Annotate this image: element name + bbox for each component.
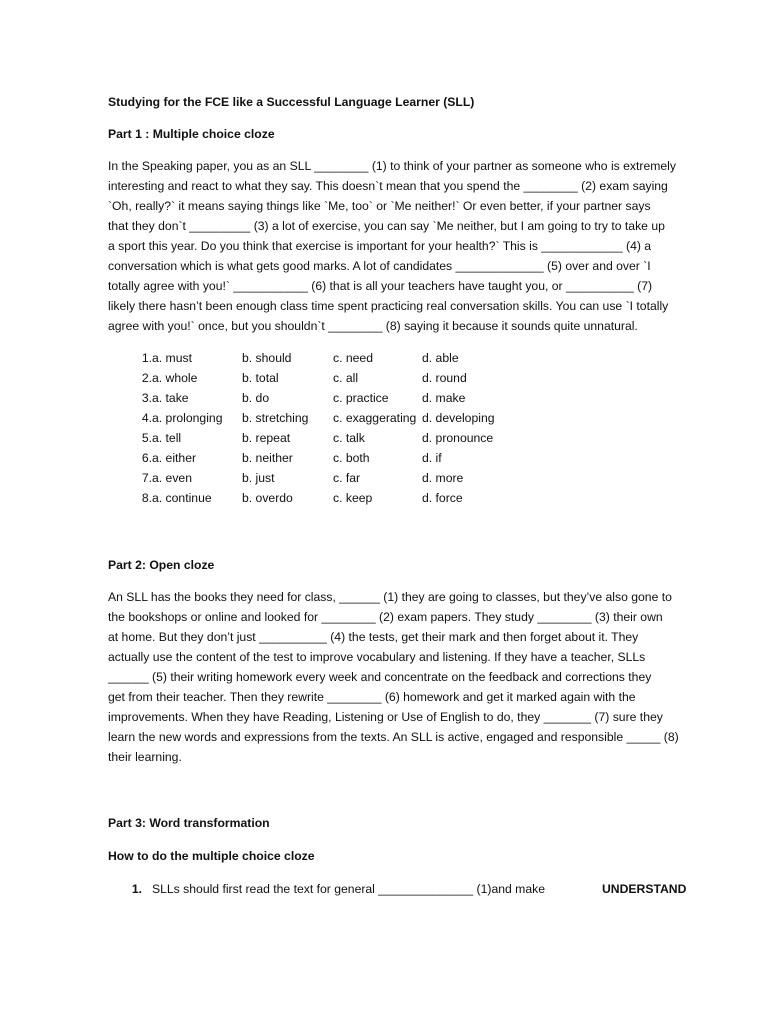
item-keyword: UNDERSTAND xyxy=(602,882,687,896)
part2-line: improvements. When they have Reading, Listening or Use of English to do, they _______ (7) sure they xyxy=(108,710,663,724)
option-row xyxy=(108,468,698,488)
option-number: 4. xyxy=(141,411,152,425)
part2-line: An SLL has the books they need for class, ______ (1) they are going to classes, but they’ve also gone to xyxy=(108,590,672,604)
option-d: d. more xyxy=(422,471,464,485)
part1-line: totally agree with you!` ___________ (6) that is all your teachers have taught you, or __________ (7) xyxy=(108,279,653,293)
part2-line: actually use the content of the test to improve vocabulary and listening. If they have a teacher, SLLs xyxy=(108,650,646,664)
option-a: a. take xyxy=(152,391,189,405)
option-number: 1. xyxy=(141,351,152,365)
part2-line: get from their teacher. Then they rewrite ________ (6) homework and get it marked again with the xyxy=(108,690,636,704)
part2-heading: Part 2: Open cloze xyxy=(108,558,215,572)
option-row xyxy=(108,488,698,508)
part1-line: likely there hasn’t been enough class time spent practicing real conversation skills. You can use `I totally xyxy=(108,299,669,313)
option-a: a. continue xyxy=(152,491,212,505)
option-number: 5. xyxy=(141,431,152,445)
option-a: a. prolonging xyxy=(152,411,223,425)
option-row xyxy=(108,428,698,448)
option-c: c. both xyxy=(333,451,370,465)
part1-line: interesting and react to what they say. This doesn`t mean that you spend the ________ (2) exam saying xyxy=(108,179,668,193)
option-b: b. stretching xyxy=(242,411,309,425)
part1-line: a sport this year. Do you think that exercise is important for your health?` This is ____________ (4) a xyxy=(108,239,652,253)
part3-subheading: How to do the multiple choice cloze xyxy=(108,849,315,863)
option-b: b. just xyxy=(242,471,275,485)
part2-line: learn the new words and expressions from the texts. An SLL is active, engaged and responsible _____ (8) xyxy=(108,730,679,744)
option-d: d. pronounce xyxy=(422,431,494,445)
part2-line: the bookshops or online and looked for ________ (2) exam papers. They study ________ (3) their own xyxy=(108,610,663,624)
option-row xyxy=(108,408,698,428)
option-c: c. keep xyxy=(333,491,373,505)
option-a: a. whole xyxy=(152,371,198,385)
part1-heading: Part 1 : Multiple choice cloze xyxy=(108,127,275,141)
part2-line: their learning. xyxy=(108,750,182,764)
option-a: a. even xyxy=(152,471,192,485)
item-text: SLLs should first read the text for general ______________ (1)and make xyxy=(152,882,545,896)
part1-options-list xyxy=(108,348,698,508)
option-row xyxy=(108,368,698,388)
part3-heading: Part 3: Word transformation xyxy=(108,816,270,830)
part2-paragraph xyxy=(108,587,698,767)
option-number: 3. xyxy=(141,391,152,405)
option-b: b. overdo xyxy=(242,491,293,505)
option-d: d. round xyxy=(422,371,467,385)
option-row xyxy=(108,348,698,368)
option-a: a. either xyxy=(152,451,197,465)
option-d: d. able xyxy=(422,351,459,365)
option-b: b. should xyxy=(242,351,292,365)
part2-line: at home. But they don’t just __________ (4) the tests, get their mark and then forget about it. They xyxy=(108,630,639,644)
part1-line: agree with you!` once, but you shouldn`t ________ (8) saying it because it sounds quite unnatural. xyxy=(108,319,638,333)
document-title: Studying for the FCE like a Successful Language Learner (SLL) xyxy=(108,95,475,109)
option-row xyxy=(108,448,698,468)
option-b: b. neither xyxy=(242,451,293,465)
item-number: 1. xyxy=(131,882,142,896)
option-b: b. repeat xyxy=(242,431,291,445)
part1-line: In the Speaking paper, you as an SLL ________ (1) to think of your partner as someone who is extremely xyxy=(108,159,676,173)
option-number: 8. xyxy=(141,491,152,505)
part2-line: ______ (5) their writing homework every week and concentrate on the feedback and corrections they xyxy=(108,670,652,684)
option-c: c. talk xyxy=(333,431,365,445)
option-c: c. exaggerating xyxy=(333,411,417,425)
option-number: 7. xyxy=(141,471,152,485)
part1-paragraph xyxy=(108,156,698,336)
word-transformation-item xyxy=(108,879,698,899)
part1-line: that they don`t _________ (3) a lot of exercise, you can say `Me neither, but I am going to try to take up xyxy=(108,219,665,233)
option-d: d. if xyxy=(422,451,442,465)
option-a: a. must xyxy=(152,351,192,365)
option-c: c. practice xyxy=(333,391,389,405)
option-a: a. tell xyxy=(152,431,182,445)
option-d: d. force xyxy=(422,491,463,505)
option-c: c. all xyxy=(333,371,359,385)
option-d: d. developing xyxy=(422,411,495,425)
part1-line: conversation which is what gets good marks. A lot of candidates _____________ (5) over and over `I xyxy=(108,259,651,273)
option-b: b. total xyxy=(242,371,279,385)
option-row xyxy=(108,388,698,408)
option-c: c. far xyxy=(333,471,361,485)
part1-line: `Oh, really?` it means saying things like `Me, too` or `Me neither!` Or even better, if your partner says xyxy=(108,199,651,213)
option-c: c. need xyxy=(333,351,373,365)
option-number: 2. xyxy=(141,371,152,385)
option-b: b. do xyxy=(242,391,270,405)
option-number: 6. xyxy=(141,451,152,465)
option-d: d. make xyxy=(422,391,466,405)
